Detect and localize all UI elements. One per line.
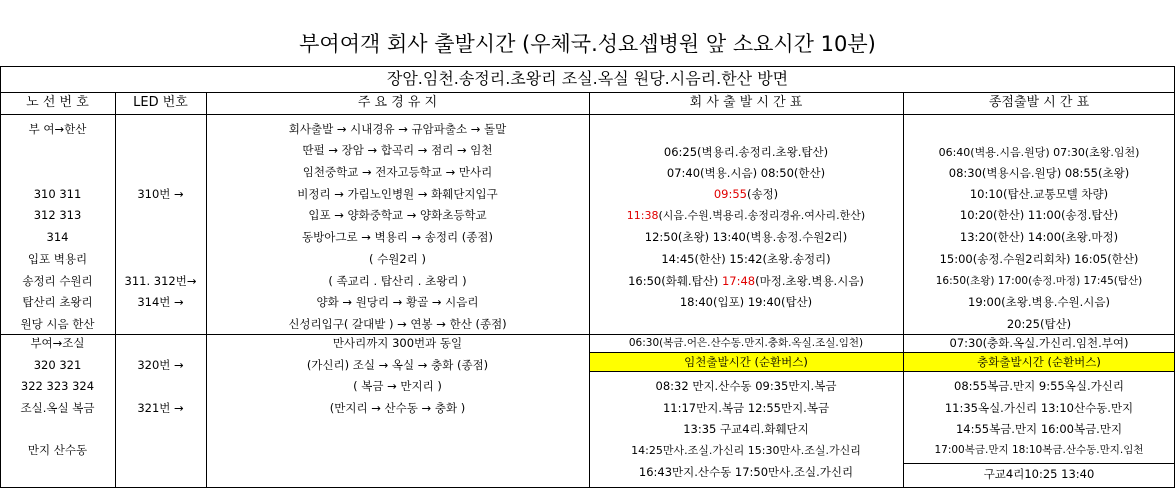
terminal-time: 10:20(한산) 11:00(송정.탑산): [959, 208, 1119, 222]
header-route: 노 선 번 호: [26, 95, 89, 110]
highlight-bottom-line: [589, 371, 1175, 372]
header-led: LED 번호: [133, 95, 188, 110]
company-time: 14:45(한산) 15:42(초왕.송정리): [661, 252, 831, 266]
terminal-time: 14:55복금.만지 16:00복금.만지: [955, 422, 1123, 436]
time-note: (송정): [746, 187, 779, 201]
highlighted-time: 11:38: [626, 209, 659, 222]
led-number: 320번 →: [137, 358, 184, 372]
header-company: 회 사 출 발 시 간 표: [689, 95, 803, 110]
path-line: 동방아그로 → 벽용리 → 송정리 (종점): [302, 230, 493, 244]
timetable: [0, 66, 1175, 488]
terminal-time: 15:00(송정.수원2리회차) 16:05(한산): [939, 252, 1139, 266]
route-label: 부여→조실: [30, 336, 85, 350]
route-banner: 장암.임천.송정리.초왕리 조실.옥실 원당.시음리.한산 방면: [386, 69, 789, 88]
route-label: 송정리 수원리: [22, 274, 93, 288]
path-line: (가신리) 조실 → 옥실 → 충화 (종점): [306, 358, 489, 372]
route-label: 부 여→한산: [28, 122, 87, 136]
company-time: 06:30(복금.어은.산수동.만지.충화.옥실.조실.임천): [628, 337, 864, 349]
led-number: 311. 312번→: [124, 274, 197, 288]
path-line: 회사출발 → 시내경유 → 규암파출소 → 돌말: [288, 122, 507, 136]
terminal-time: 11:35옥실.가신리 13:10산수동.만지: [944, 401, 1134, 415]
company-time: [589, 273, 903, 290]
route-label: 310 311: [33, 187, 82, 201]
terminal-last-line: [903, 463, 1175, 464]
terminal-time: 08:55복금.만지 9:55옥실.가신리: [954, 379, 1124, 393]
route-label: 320 321: [33, 358, 82, 372]
header-divider: [0, 114, 1175, 115]
company-time: [589, 207, 903, 224]
led-number: 314번 →: [137, 295, 184, 309]
path-line: 임천중학교 → 전자고등학교 → 만사리: [302, 165, 493, 179]
company-time: 13:35 구교4리.화훼단지: [683, 422, 809, 436]
highlighted-time: 17:48: [721, 274, 756, 288]
col-divider-1: [115, 92, 116, 488]
path-line: (만지리 → 산수동 → 충화 ): [329, 401, 466, 415]
highlighted-time: 09:55: [713, 187, 747, 201]
company-time: 12:50(초왕) 13:40(벽용.송정.수원2리): [644, 230, 848, 244]
path-line: 딴펄 → 장암 → 합곡리 → 점리 → 임천: [302, 143, 493, 157]
route-label: 탑산리 초왕리: [22, 295, 93, 309]
route-label: 만지 산수동: [27, 443, 88, 457]
path-line: 비정리 → 가림노인병원 → 화훼단지입구: [297, 187, 498, 201]
time-note: 16:50(화훼.탑산): [628, 274, 722, 288]
company-circular-label: 임천출발시간 (순환버스): [684, 355, 808, 369]
company-time: 08:32 만지.산수동 09:35만지.복금: [655, 379, 837, 393]
table-border-top: [0, 66, 1175, 67]
highlight-top-line: [589, 352, 1175, 353]
led-number: 321번 →: [137, 401, 184, 415]
route-label: 322 323 324: [20, 379, 95, 393]
terminal-time: 16:50(초왕) 17:00(송정.마정) 17:45(탑산): [935, 275, 1143, 287]
path-line: ( 수원2리 ): [369, 252, 426, 266]
path-line: ( 복금 → 만지리 ): [353, 379, 442, 393]
path-line: ( 족교리 . 탑산리 . 초왕리 ): [328, 274, 467, 288]
company-time: 14:25만사.조실.가신리 15:30만사.조실.가신리: [631, 444, 861, 457]
route-label: 원당 시음 한산: [20, 317, 95, 331]
terminal-time: 07:30(충화.옥실.가신리.임천.부여): [949, 336, 1129, 350]
terminal-time: 19:00(초왕.벽용.수원.시음): [968, 295, 1110, 309]
terminal-time: 10:10(탑산.교통모텔 차량): [969, 187, 1109, 201]
route-label: 입포 벽용리: [27, 252, 88, 266]
terminal-time: 구교4리10:25 13:40: [983, 467, 1095, 481]
route-label: 312 313: [33, 208, 82, 222]
terminal-circular-label: 충화출발시간 (순환버스): [977, 355, 1101, 369]
path-line: 만사리까지 300번과 동일: [332, 336, 463, 350]
terminal-time: 06:40(벽용.시음.원당) 07:30(초왕.임천): [938, 146, 1140, 159]
page-title: 부여여객 회사 출발시간 (우체국.성요셉병원 앞 소요시간 10분): [299, 32, 876, 56]
terminal-time: 20:25(탑산): [1006, 317, 1072, 331]
route-label: 314: [46, 230, 69, 244]
company-time: 06:25(벽용리.송정리.초왕.탑산): [663, 145, 829, 159]
route-label: 조실.옥실 복금: [20, 401, 95, 415]
company-time: 07:40(벽용.시음) 08:50(한산): [666, 166, 826, 180]
company-time: 11:17만지.복금 12:55만지.복금: [662, 401, 830, 415]
company-time: [589, 186, 903, 203]
path-line: 입포 → 양화중학교 → 양화초등학교: [308, 208, 487, 222]
terminal-time: 17:00복금.만지 18:10복금.산수동.만지.임천: [934, 444, 1144, 456]
path-line: 신성리입구( 갈대밭 ) → 연봉 → 한산 (종점): [288, 317, 507, 331]
terminal-time: 08:30(벽용시음.원당) 08:55(초왕): [948, 166, 1130, 180]
header-path: 주 요 경 유 지: [357, 95, 438, 110]
led-number: 310번 →: [137, 187, 184, 201]
company-time: 16:43만지.산수동 17:50만사.조실.가신리: [638, 465, 854, 479]
time-note: (마정.초왕.벽용.시음): [755, 274, 864, 288]
terminal-time: 13:20(한산) 14:00(초왕.마정): [959, 230, 1119, 244]
company-time: 18:40(입포) 19:40(탑산): [679, 295, 813, 309]
header-terminal: 종점출발 시 간 표: [988, 95, 1090, 110]
path-line: 양화 → 원당리 → 황골 → 시음리: [316, 295, 479, 309]
table-border-bottom: [0, 487, 1175, 488]
time-note: (시음.수원.벽용리.송정리경유.여사리.한산): [658, 209, 866, 222]
